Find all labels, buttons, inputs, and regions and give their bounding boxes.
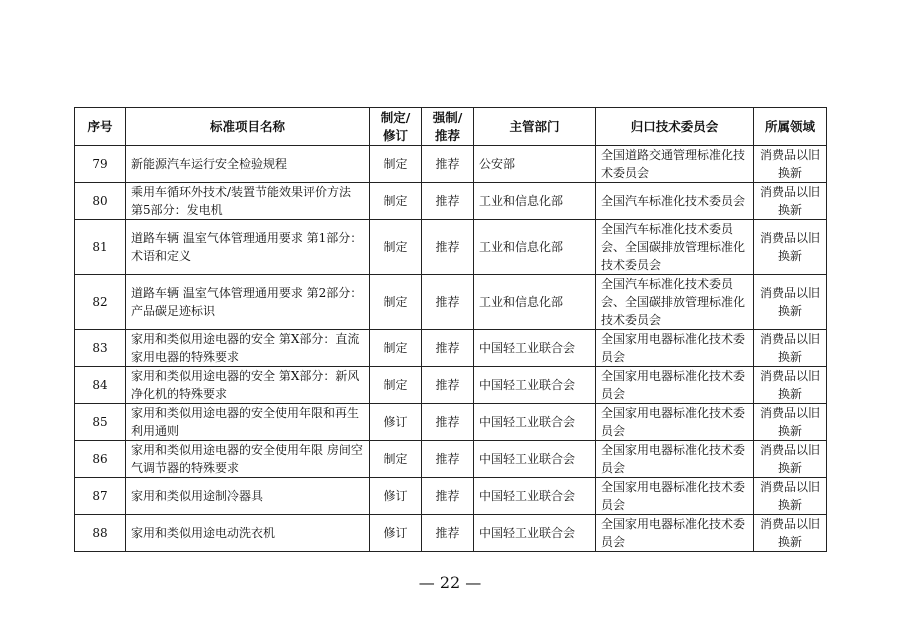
- cell-dept: 中国轻工业联合会: [474, 330, 596, 367]
- cell-name: 家用和类似用途电器的安全使用年限 房间空气调节器的特殊要求: [126, 441, 370, 478]
- cell-committee: 全国家用电器标准化技术委员会: [596, 441, 754, 478]
- cell-name: 家用和类似用途电动洗衣机: [126, 515, 370, 552]
- table-header-row: [75, 108, 827, 146]
- cell-type: 制定: [370, 146, 422, 183]
- cell-committee: 全国汽车标准化技术委员会、全国碳排放管理标准化技术委员会: [596, 220, 754, 275]
- header-force-line2: 推荐: [434, 127, 460, 143]
- cell-force: 推荐: [422, 441, 474, 478]
- cell-field: 消费品以旧换新: [754, 220, 827, 275]
- cell-field: 消费品以旧换新: [754, 441, 827, 478]
- cell-type: 制定: [370, 220, 422, 275]
- cell-committee: 全国家用电器标准化技术委员会: [596, 367, 754, 404]
- cell-name: 家用和类似用途电器的安全 第X部分：直流家用电器的特殊要求: [126, 330, 370, 367]
- cell-name: 新能源汽车运行安全检验规程: [126, 146, 370, 183]
- header-seq: 序号: [75, 108, 126, 146]
- standards-table-container: [74, 107, 826, 552]
- cell-committee: 全国汽车标准化技术委员会、全国碳排放管理标准化技术委员会: [596, 275, 754, 330]
- cell-dept: 工业和信息化部: [474, 220, 596, 275]
- header-type: [370, 108, 422, 146]
- header-field: 所属领域: [754, 108, 827, 146]
- table-row: [75, 404, 827, 441]
- cell-field: 消费品以旧换新: [754, 404, 827, 441]
- table-row: [75, 220, 827, 275]
- header-force-line1: 强制/: [432, 109, 463, 125]
- cell-type: 修订: [370, 478, 422, 515]
- cell-type: 制定: [370, 183, 422, 220]
- cell-seq: 82: [75, 275, 126, 330]
- cell-dept: 中国轻工业联合会: [474, 478, 596, 515]
- cell-seq: 81: [75, 220, 126, 275]
- cell-dept: 公安部: [474, 146, 596, 183]
- cell-dept: 工业和信息化部: [474, 275, 596, 330]
- cell-type: 修订: [370, 404, 422, 441]
- cell-name: 家用和类似用途电器的安全使用年限和再生利用通则: [126, 404, 370, 441]
- cell-dept: 中国轻工业联合会: [474, 367, 596, 404]
- cell-force: 推荐: [422, 404, 474, 441]
- cell-field: 消费品以旧换新: [754, 330, 827, 367]
- page-number: — 22 —: [418, 573, 482, 592]
- cell-force: 推荐: [422, 146, 474, 183]
- cell-force: 推荐: [422, 183, 474, 220]
- header-type-line2: 修订: [382, 127, 408, 143]
- cell-committee: 全国家用电器标准化技术委员会: [596, 478, 754, 515]
- cell-force: 推荐: [422, 515, 474, 552]
- cell-seq: 80: [75, 183, 126, 220]
- cell-seq: 79: [75, 146, 126, 183]
- cell-force: 推荐: [422, 275, 474, 330]
- cell-type: 制定: [370, 275, 422, 330]
- cell-name: 道路车辆 温室气体管理通用要求 第1部分：术语和定义: [126, 220, 370, 275]
- header-type-line1: 制定/: [380, 109, 411, 125]
- table-row: [75, 478, 827, 515]
- cell-type: 修订: [370, 515, 422, 552]
- cell-dept: 工业和信息化部: [474, 183, 596, 220]
- cell-field: 消费品以旧换新: [754, 478, 827, 515]
- cell-field: 消费品以旧换新: [754, 146, 827, 183]
- header-dept: 主管部门: [474, 108, 596, 146]
- table-row: [75, 441, 827, 478]
- cell-force: 推荐: [422, 478, 474, 515]
- cell-committee: 全国道路交通管理标准化技术委员会: [596, 146, 754, 183]
- cell-force: 推荐: [422, 220, 474, 275]
- cell-seq: 83: [75, 330, 126, 367]
- cell-committee: 全国家用电器标准化技术委员会: [596, 404, 754, 441]
- cell-name: 家用和类似用途制冷器具: [126, 478, 370, 515]
- header-committee: 归口技术委员会: [596, 108, 754, 146]
- table-row: [75, 515, 827, 552]
- cell-field: 消费品以旧换新: [754, 183, 827, 220]
- header-name: 标准项目名称: [126, 108, 370, 146]
- cell-committee: 全国汽车标准化技术委员会: [596, 183, 754, 220]
- cell-name: 乘用车循环外技术/装置节能效果评价方法 第5部分：发电机: [126, 183, 370, 220]
- cell-dept: 中国轻工业联合会: [474, 441, 596, 478]
- cell-field: 消费品以旧换新: [754, 367, 827, 404]
- cell-committee: 全国家用电器标准化技术委员会: [596, 515, 754, 552]
- table-row: [75, 330, 827, 367]
- table-row: [75, 146, 827, 183]
- cell-committee: 全国家用电器标准化技术委员会: [596, 330, 754, 367]
- table-row: [75, 275, 827, 330]
- cell-type: 制定: [370, 367, 422, 404]
- cell-dept: 中国轻工业联合会: [474, 404, 596, 441]
- cell-seq: 86: [75, 441, 126, 478]
- table-row: [75, 183, 827, 220]
- standards-table: [74, 107, 827, 552]
- cell-dept: 中国轻工业联合会: [474, 515, 596, 552]
- cell-force: 推荐: [422, 330, 474, 367]
- cell-seq: 87: [75, 478, 126, 515]
- cell-name: 家用和类似用途电器的安全 第X部分：新风净化机的特殊要求: [126, 367, 370, 404]
- cell-seq: 84: [75, 367, 126, 404]
- cell-type: 制定: [370, 441, 422, 478]
- cell-type: 制定: [370, 330, 422, 367]
- table-row: [75, 367, 827, 404]
- cell-force: 推荐: [422, 367, 474, 404]
- cell-name: 道路车辆 温室气体管理通用要求 第2部分：产品碳足迹标识: [126, 275, 370, 330]
- header-force: [422, 108, 474, 146]
- cell-seq: 88: [75, 515, 126, 552]
- cell-field: 消费品以旧换新: [754, 515, 827, 552]
- cell-field: 消费品以旧换新: [754, 275, 827, 330]
- cell-seq: 85: [75, 404, 126, 441]
